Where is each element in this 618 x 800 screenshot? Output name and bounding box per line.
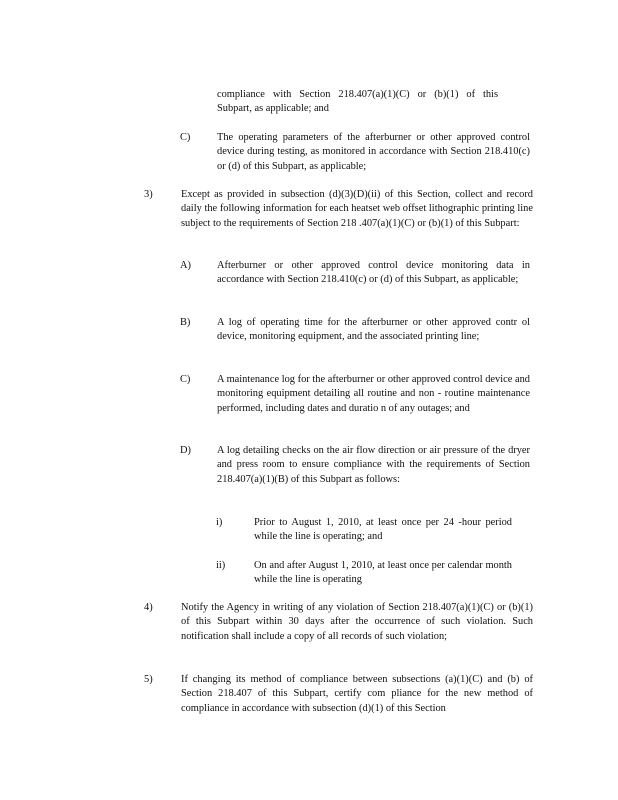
- item-text: Except as provided in subsection (d)(3)(D)(ii) of this Section, collect and record daily the following information for each heatset web offset lithographic printing line subject to the requirements of Section 218 .407(a)(1)(C) or (b)(1) of this Subpart:: [181, 189, 533, 229]
- item-label: B): [180, 317, 191, 328]
- item-label: C): [180, 132, 191, 143]
- continuation-paragraph: compliance with Section 218.407(a)(1)(C) or (b)(1) of this Subpart, as applicable; and: [217, 89, 498, 115]
- item-label: 3): [144, 189, 153, 200]
- item-text: Afterburner or other approved control device monitoring data in accordance with Section 218.410(c) or (d) of this Subpart, as applicable;: [217, 260, 530, 286]
- item-label: 4): [144, 602, 153, 613]
- item-text: A log detailing checks on the air flow direction or air pressure of the dryer and press room to ensure compliance with the requirements of Section 218.407(a)(1)(B) of this Subpart as follows:: [217, 445, 530, 485]
- item-label: i): [216, 517, 223, 528]
- item-text: The operating parameters of the afterburner or other approved control device during testing, as monitored in accordance with Section 218.410(c) or (d) of this Subpart, as applicable;: [217, 132, 530, 172]
- item-text: On and after August 1, 2010, at least once per calendar month while the line is operating: [254, 560, 512, 586]
- item-label: 5): [144, 674, 153, 685]
- item-label: C): [180, 374, 191, 385]
- item-text: Notify the Agency in writing of any violation of Section 218.407(a)(1)(C) or (b)(1) of this Subpart within 30 days after the occurrence of such violation. Such notification shall include a copy of all records of such violation;: [181, 602, 533, 642]
- item-text: Prior to August 1, 2010, at least once per 24 -hour period while the line is operating; and: [254, 517, 512, 543]
- item-text: If changing its method of compliance between subsections (a)(1)(C) and (b) of Section 218.407 of this Subpart, certify com pliance for the new method of compliance in accordance with subsection (d)(1) of this Section: [181, 674, 533, 714]
- item-label: ii): [216, 560, 226, 571]
- item-label: A): [180, 260, 191, 271]
- item-text: A maintenance log for the afterburner or other approved control device and monitoring equipment detailing all routine and non - routine maintenance performed, including dates and duratio n of any outages; and: [217, 374, 530, 414]
- item-label: D): [180, 445, 191, 456]
- item-text: A log of operating time for the afterburner or other approved contr ol device, monitoring equipment, and the associated printing line;: [217, 317, 530, 343]
